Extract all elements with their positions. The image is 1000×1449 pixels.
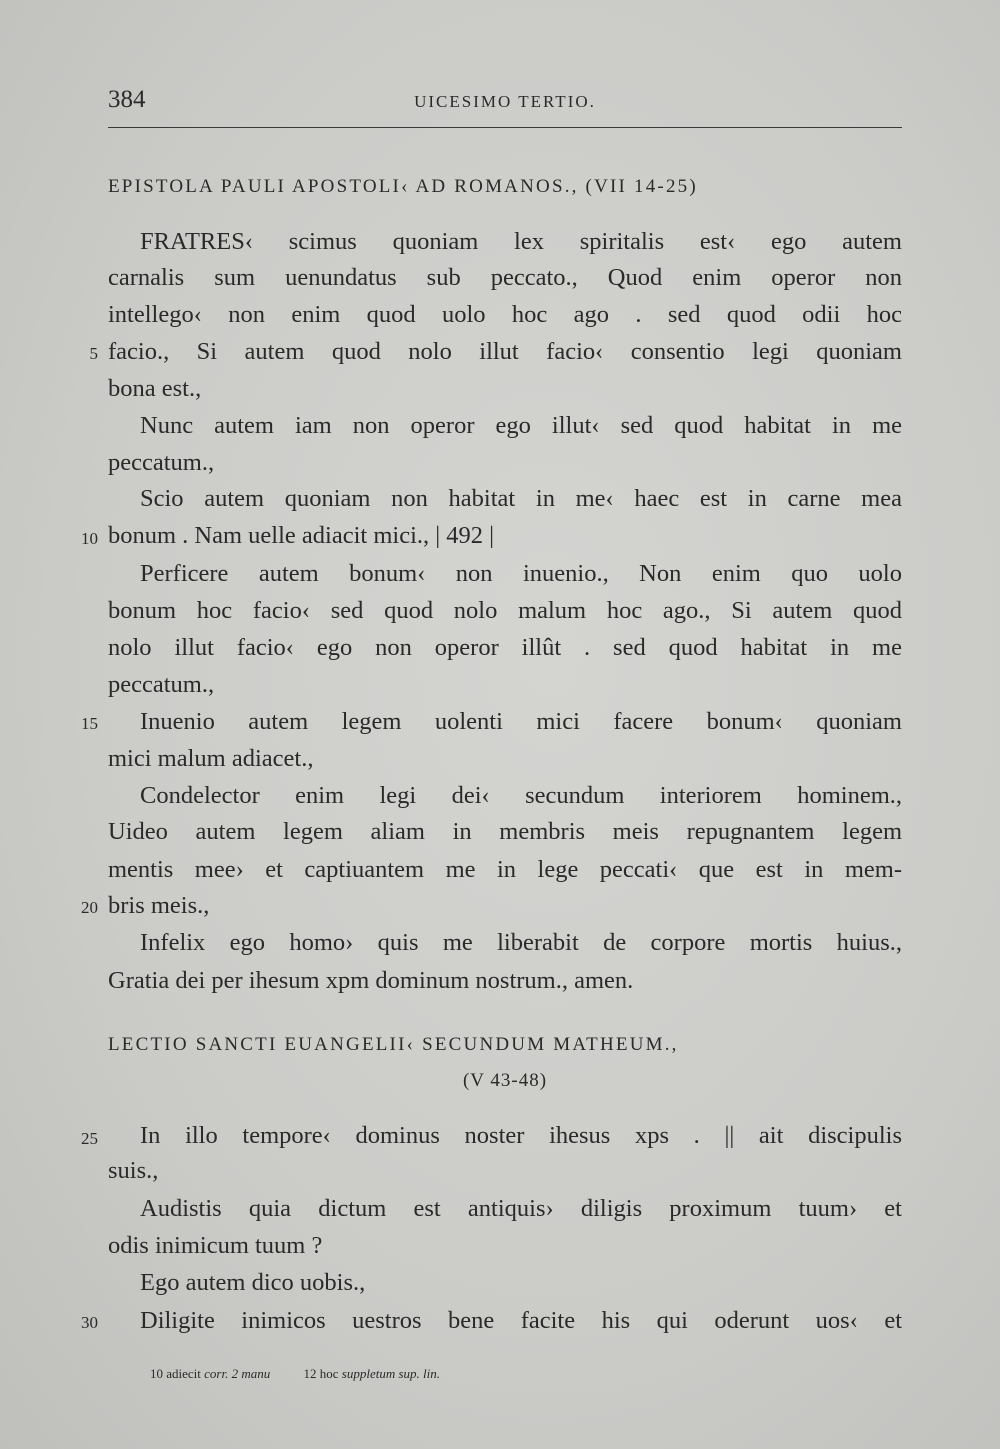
footnote-number: 10 (150, 1366, 163, 1381)
footnote-note: suppletum sup. lin. (341, 1366, 441, 1381)
text-line: In illo tempore‹ dominus noster ihesus xps . || ait discipulis (140, 1122, 902, 1149)
text-line: mentis mee› et captiuantem me in lege peccati‹ que est in mem- (108, 856, 902, 883)
text-line: facio., Si autem quod nolo illut facio‹ consentio legi quoniam (108, 338, 902, 365)
header-rule (108, 127, 902, 128)
text-line: bris meis., (108, 892, 210, 919)
text-line: carnalis sum uenundatus sub peccato., Quod enim operor non (108, 264, 902, 291)
text-line: suis., (108, 1157, 159, 1184)
text-line: Infelix ego homo› quis me liberabit de corpore mortis huius., (140, 929, 902, 956)
text-line: Perficere autem bonum‹ non inuenio., Non enim quo uolo (140, 560, 902, 587)
page-header (108, 86, 902, 126)
running-head: UICESIMO TERTIO. (414, 92, 596, 111)
text-line: nolo illut facio‹ ego non operor illût . sed quod habitat in me (108, 634, 902, 661)
epistle-heading: EPISTOLA PAULI APOSTOLI‹ AD ROMANOS., (VII 14-25) (108, 176, 698, 197)
text-line: Uideo autem legem aliam in membris meis repugnantem legem (108, 818, 902, 845)
footnote-word: adiecit (166, 1366, 201, 1381)
text-line: Condelector enim legi dei‹ secundum interiorem hominem., (140, 782, 902, 809)
text-line: peccatum., (108, 671, 215, 698)
footnote-number: 12 (303, 1366, 317, 1381)
line-number: 30 (81, 1313, 98, 1332)
text-line: Diligite inimicos uestros bene facite his qui oderunt uos‹ et (140, 1307, 902, 1334)
footnote-word: hoc (319, 1366, 339, 1381)
line-number: 10 (81, 529, 98, 548)
text-line: Nunc autem iam non operor ego illut‹ sed quod habitat in me (140, 412, 902, 439)
text-line: Gratia dei per ihesum xpm dominum nostrum., amen. (108, 967, 634, 994)
line-number: 5 (89, 344, 98, 363)
footnote (150, 1366, 274, 1381)
text-line: bonum hoc facio‹ sed quod nolo malum hoc ago., Si autem quod (108, 597, 902, 624)
text-line: Inuenio autem legem uolenti mici facere bonum‹ quoniam (140, 708, 902, 735)
line-number: 25 (81, 1129, 98, 1148)
footnotes (150, 1366, 470, 1382)
text-line: FRATRES‹ scimus quoniam lex spiritalis est‹ ego autem (140, 228, 902, 255)
text-line: Ego autem dico uobis., (140, 1269, 366, 1296)
text-line: Audistis quia dictum est antiquis› diligis proximum tuum› et (140, 1195, 902, 1222)
line-number: 15 (81, 714, 98, 733)
line-number: 20 (81, 898, 98, 917)
footnote-note: corr. 2 manu (204, 1366, 271, 1381)
gospel-heading: LECTIO SANCTI EUANGELII‹ SECUNDUM MATHEUM., (108, 1034, 679, 1055)
page-number: 384 (108, 86, 146, 113)
text-line: intellego‹ non enim quod uolo hoc ago . sed quod odii hoc (108, 301, 902, 328)
text-line: bonum . Nam uelle adiacit mici., | 492 | (108, 522, 495, 549)
text-line: Scio autem quoniam non habitat in me‹ haec est in carne mea (140, 485, 902, 512)
gospel-reference: (V 43-48) (462, 1070, 548, 1091)
footnote (304, 1366, 441, 1381)
text-line: peccatum., (108, 449, 215, 476)
text-line: bona est., (108, 375, 202, 402)
text-line: mici malum adiacet., (108, 745, 314, 772)
text-line: odis inimicum tuum ? (108, 1232, 323, 1259)
